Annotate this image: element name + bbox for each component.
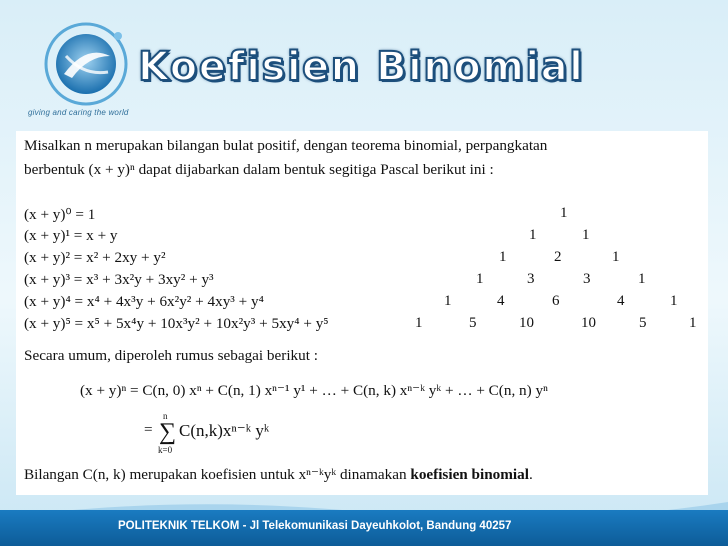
pascal-cell: 4 <box>617 293 625 309</box>
pascal-cell: 1 <box>499 249 507 265</box>
conclusion <box>24 465 533 484</box>
sum-lower-limit: k=0 <box>158 445 173 455</box>
pascal-cell: 3 <box>527 271 535 287</box>
pascal-cell: 5 <box>639 315 647 331</box>
intro-line-2: berbentuk (x + y)ⁿ dapat dijabarkan dalam bentuk segitiga Pascal berikut ini : <box>24 161 494 178</box>
expansion-row: (x + y)³ = x³ + 3x²y + 3xy² + y³ <box>24 271 214 288</box>
pascal-cell: 1 <box>612 249 620 265</box>
sum-term: C(n,k)xⁿ⁻ᵏ yᵏ <box>179 421 270 440</box>
pascal-cell: 1 <box>444 293 452 309</box>
content-panel <box>16 131 708 495</box>
general-formula: (x + y)ⁿ = C(n, 0) xⁿ + C(n, 1) xⁿ⁻¹ y¹ + … + C(n, k) xⁿ⁻ᵏ yᵏ + … + C(n, n) yⁿ <box>80 382 548 399</box>
pascal-cell: 1 <box>560 205 568 221</box>
expansion-row: (x + y)⁵ = x⁵ + 5x⁴y + 10x³y² + 10x²y³ + 5xy⁴ + y⁵ <box>24 315 329 332</box>
expansion-row: (x + y)⁴ = x⁴ + 4x³y + 6x²y² + 4xy³ + y⁴ <box>24 293 264 310</box>
pascal-cell: 2 <box>554 249 562 265</box>
pascal-cell: 4 <box>497 293 505 309</box>
pascal-cell: 10 <box>519 315 534 331</box>
intro-line-1: Misalkan n merupakan bilangan bulat positif, dengan teorema binomial, perpangkatan <box>24 137 548 154</box>
sum-upper-limit: n <box>163 411 168 421</box>
conclusion-bold: koefisien binomial <box>410 466 529 483</box>
pascal-cell: 1 <box>529 227 537 243</box>
conclusion-text: Bilangan C(n, k) merupakan koefisien untuk xⁿ⁻ᵏyᵏ dinamakan <box>24 466 411 483</box>
sigma-icon: ∑ <box>159 419 177 445</box>
pascal-cell: 1 <box>638 271 646 287</box>
expansion-row: (x + y)² = x² + 2xy + y² <box>24 249 166 266</box>
expansion-row: (x + y)¹ = x + y <box>24 227 118 244</box>
pascal-cell: 1 <box>670 293 678 309</box>
pascal-cell: 1 <box>689 315 697 331</box>
pascal-cell: 6 <box>552 293 560 309</box>
pascal-cell: 1 <box>582 227 590 243</box>
equals-sign: = <box>144 421 153 438</box>
expansion-row: (x + y)⁰ = 1 <box>24 206 96 223</box>
pascal-cell: 1 <box>415 315 423 331</box>
politeknik-logo <box>36 16 136 120</box>
page-title: Koefisien Binomial <box>138 44 585 90</box>
pascal-cell: 5 <box>469 315 477 331</box>
pascal-cell: 1 <box>476 271 484 287</box>
footer-text: POLITEKNIK TELKOM - Jl Telekomunikasi Dayeuhkolot, Bandung 40257 <box>118 520 512 532</box>
pascal-cell: 10 <box>581 315 596 331</box>
logo-caption: giving and caring the world <box>28 108 129 117</box>
conclusion-end: . <box>528 466 533 483</box>
pascal-cell: 3 <box>583 271 591 287</box>
general-intro: Secara umum, diperoleh rumus sebagai berikut : <box>24 347 318 364</box>
